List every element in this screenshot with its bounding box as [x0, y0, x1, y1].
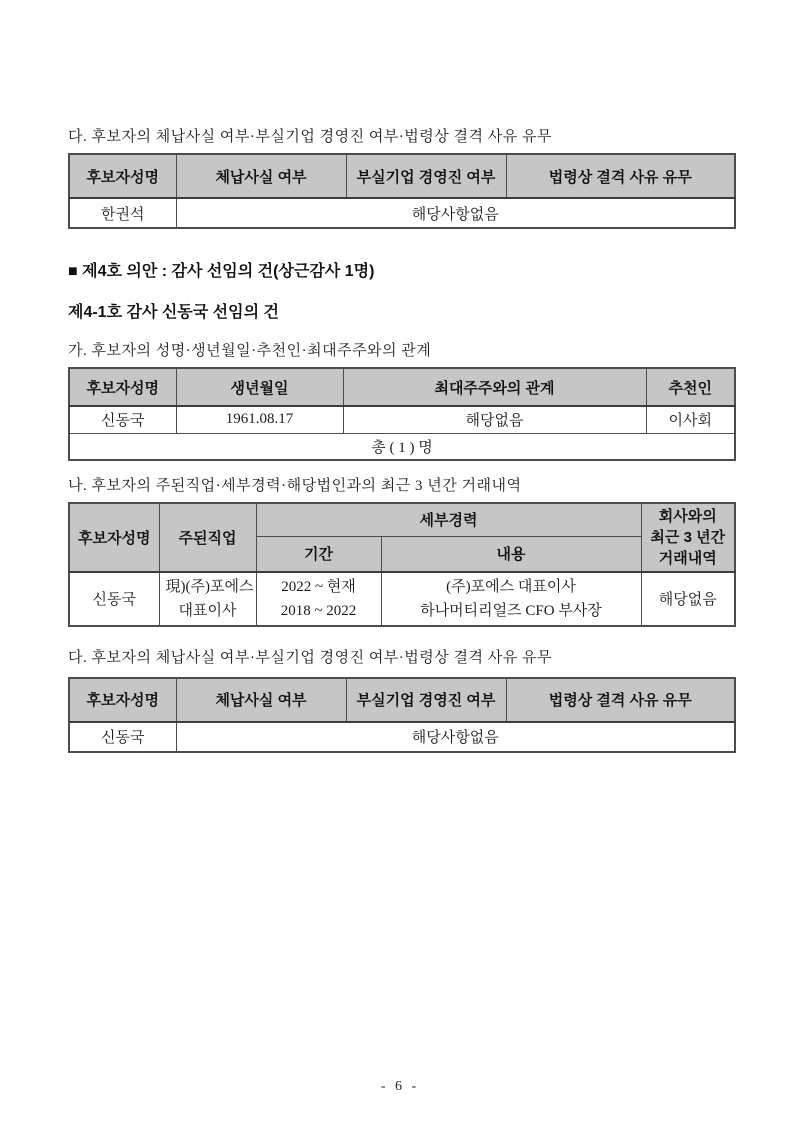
- header-birthdate: 생년월일: [176, 368, 343, 406]
- header-company-transactions-line1: 회사와의: [658, 507, 717, 525]
- career-period-cell: [256, 572, 381, 626]
- section-da1-title: 다. 후보자의 체납사실 여부·부실기업 경영진 여부·법령상 결격 사유 유무: [68, 129, 552, 145]
- disqualification-value-cell: 해당사항없음: [176, 722, 735, 752]
- disqualification-table-han: [68, 153, 736, 229]
- table-row: [69, 406, 735, 433]
- header-legal-disqualification: 법령상 결격 사유 유무: [506, 154, 735, 198]
- table-header-row: [69, 678, 735, 722]
- section-na-title: 나. 후보자의 주된직업·세부경력·해당법인과의 최근 3 년간 거래내역: [68, 477, 522, 494]
- career-content-line1: (주)포에스 대표이사: [446, 578, 576, 595]
- career-period-line1: 2022 ~ 현재: [281, 578, 356, 595]
- section-da2-title: 다. 후보자의 체납사실 여부·부실기업 경영진 여부·법령상 결격 사유 유무: [68, 649, 552, 666]
- header-legal-disqualification: 법령상 결격 사유 유무: [506, 678, 735, 722]
- agenda4-heading: ■ 제4호 의안 : 감사 선임의 건(상근감사 1명): [68, 263, 375, 280]
- candidate-profile-table: [68, 367, 736, 461]
- career-content-cell: [381, 572, 641, 626]
- occupation-cell: [159, 572, 256, 626]
- header-tax-arrears: 체납사실 여부: [176, 678, 346, 722]
- occupation-line2: 대표이사: [178, 602, 237, 619]
- table-header-row: [69, 154, 735, 198]
- recommender-cell: 이사회: [646, 406, 735, 433]
- header-company-transactions-line2: 최근 3 년간: [650, 528, 726, 546]
- disqualification-value-cell: 해당사항없음: [176, 198, 735, 228]
- relation-cell: 해당없음: [343, 406, 646, 433]
- agenda4-1-subheading: 제4-1호 감사 신동국 선임의 건: [68, 304, 279, 321]
- candidate-name-cell: 신동국: [69, 406, 176, 433]
- header-candidate-name: 후보자성명: [69, 154, 176, 198]
- table-header-row-top: [69, 503, 735, 537]
- total-count-cell: 총 ( 1 ) 명: [69, 433, 735, 460]
- transactions-cell: 해당없음: [641, 572, 735, 626]
- table-header-row: [69, 368, 735, 406]
- table-row: [69, 722, 735, 752]
- table-row: [69, 198, 735, 228]
- header-company-transactions: [641, 503, 735, 572]
- career-table: [68, 502, 736, 627]
- header-candidate-name: 후보자성명: [69, 503, 159, 572]
- header-candidate-name: 후보자성명: [69, 368, 176, 406]
- page-number: - 6 -: [380, 1079, 420, 1094]
- career-period-line2: 2018 ~ 2022: [280, 602, 357, 619]
- header-insolvent-management: 부실기업 경영진 여부: [346, 678, 506, 722]
- candidate-name-cell: 한권석: [69, 198, 176, 228]
- header-company-transactions-line3: 거래내역: [658, 549, 717, 567]
- table-row: [69, 572, 735, 626]
- occupation-line1: 現)(주)포에스: [165, 578, 254, 595]
- candidate-name-cell: 신동국: [69, 572, 159, 626]
- table-total-row: [69, 433, 735, 460]
- header-insolvent-management: 부실기업 경영진 여부: [346, 154, 506, 198]
- header-main-occupation: 주된직업: [159, 503, 256, 572]
- header-recommender: 추천인: [646, 368, 735, 406]
- header-career-period: 기간: [256, 537, 381, 572]
- birthdate-cell: 1961.08.17: [176, 406, 343, 433]
- header-relation-largest-shareholder: 최대주주와의 관계: [343, 368, 646, 406]
- section-ga-title: 가. 후보자의 성명·생년월일·추천인·최대주주와의 관계: [68, 343, 432, 359]
- career-content-line2: 하나머티리얼즈 CFO 부사장: [420, 602, 602, 619]
- header-career-detail: 세부경력: [256, 503, 641, 537]
- header-candidate-name: 후보자성명: [69, 678, 176, 722]
- disqualification-table-shin: [68, 677, 736, 753]
- header-career-content: 내용: [381, 537, 641, 572]
- header-tax-arrears: 체납사실 여부: [176, 154, 346, 198]
- document-content: [68, 0, 736, 753]
- candidate-name-cell: 신동국: [69, 722, 176, 752]
